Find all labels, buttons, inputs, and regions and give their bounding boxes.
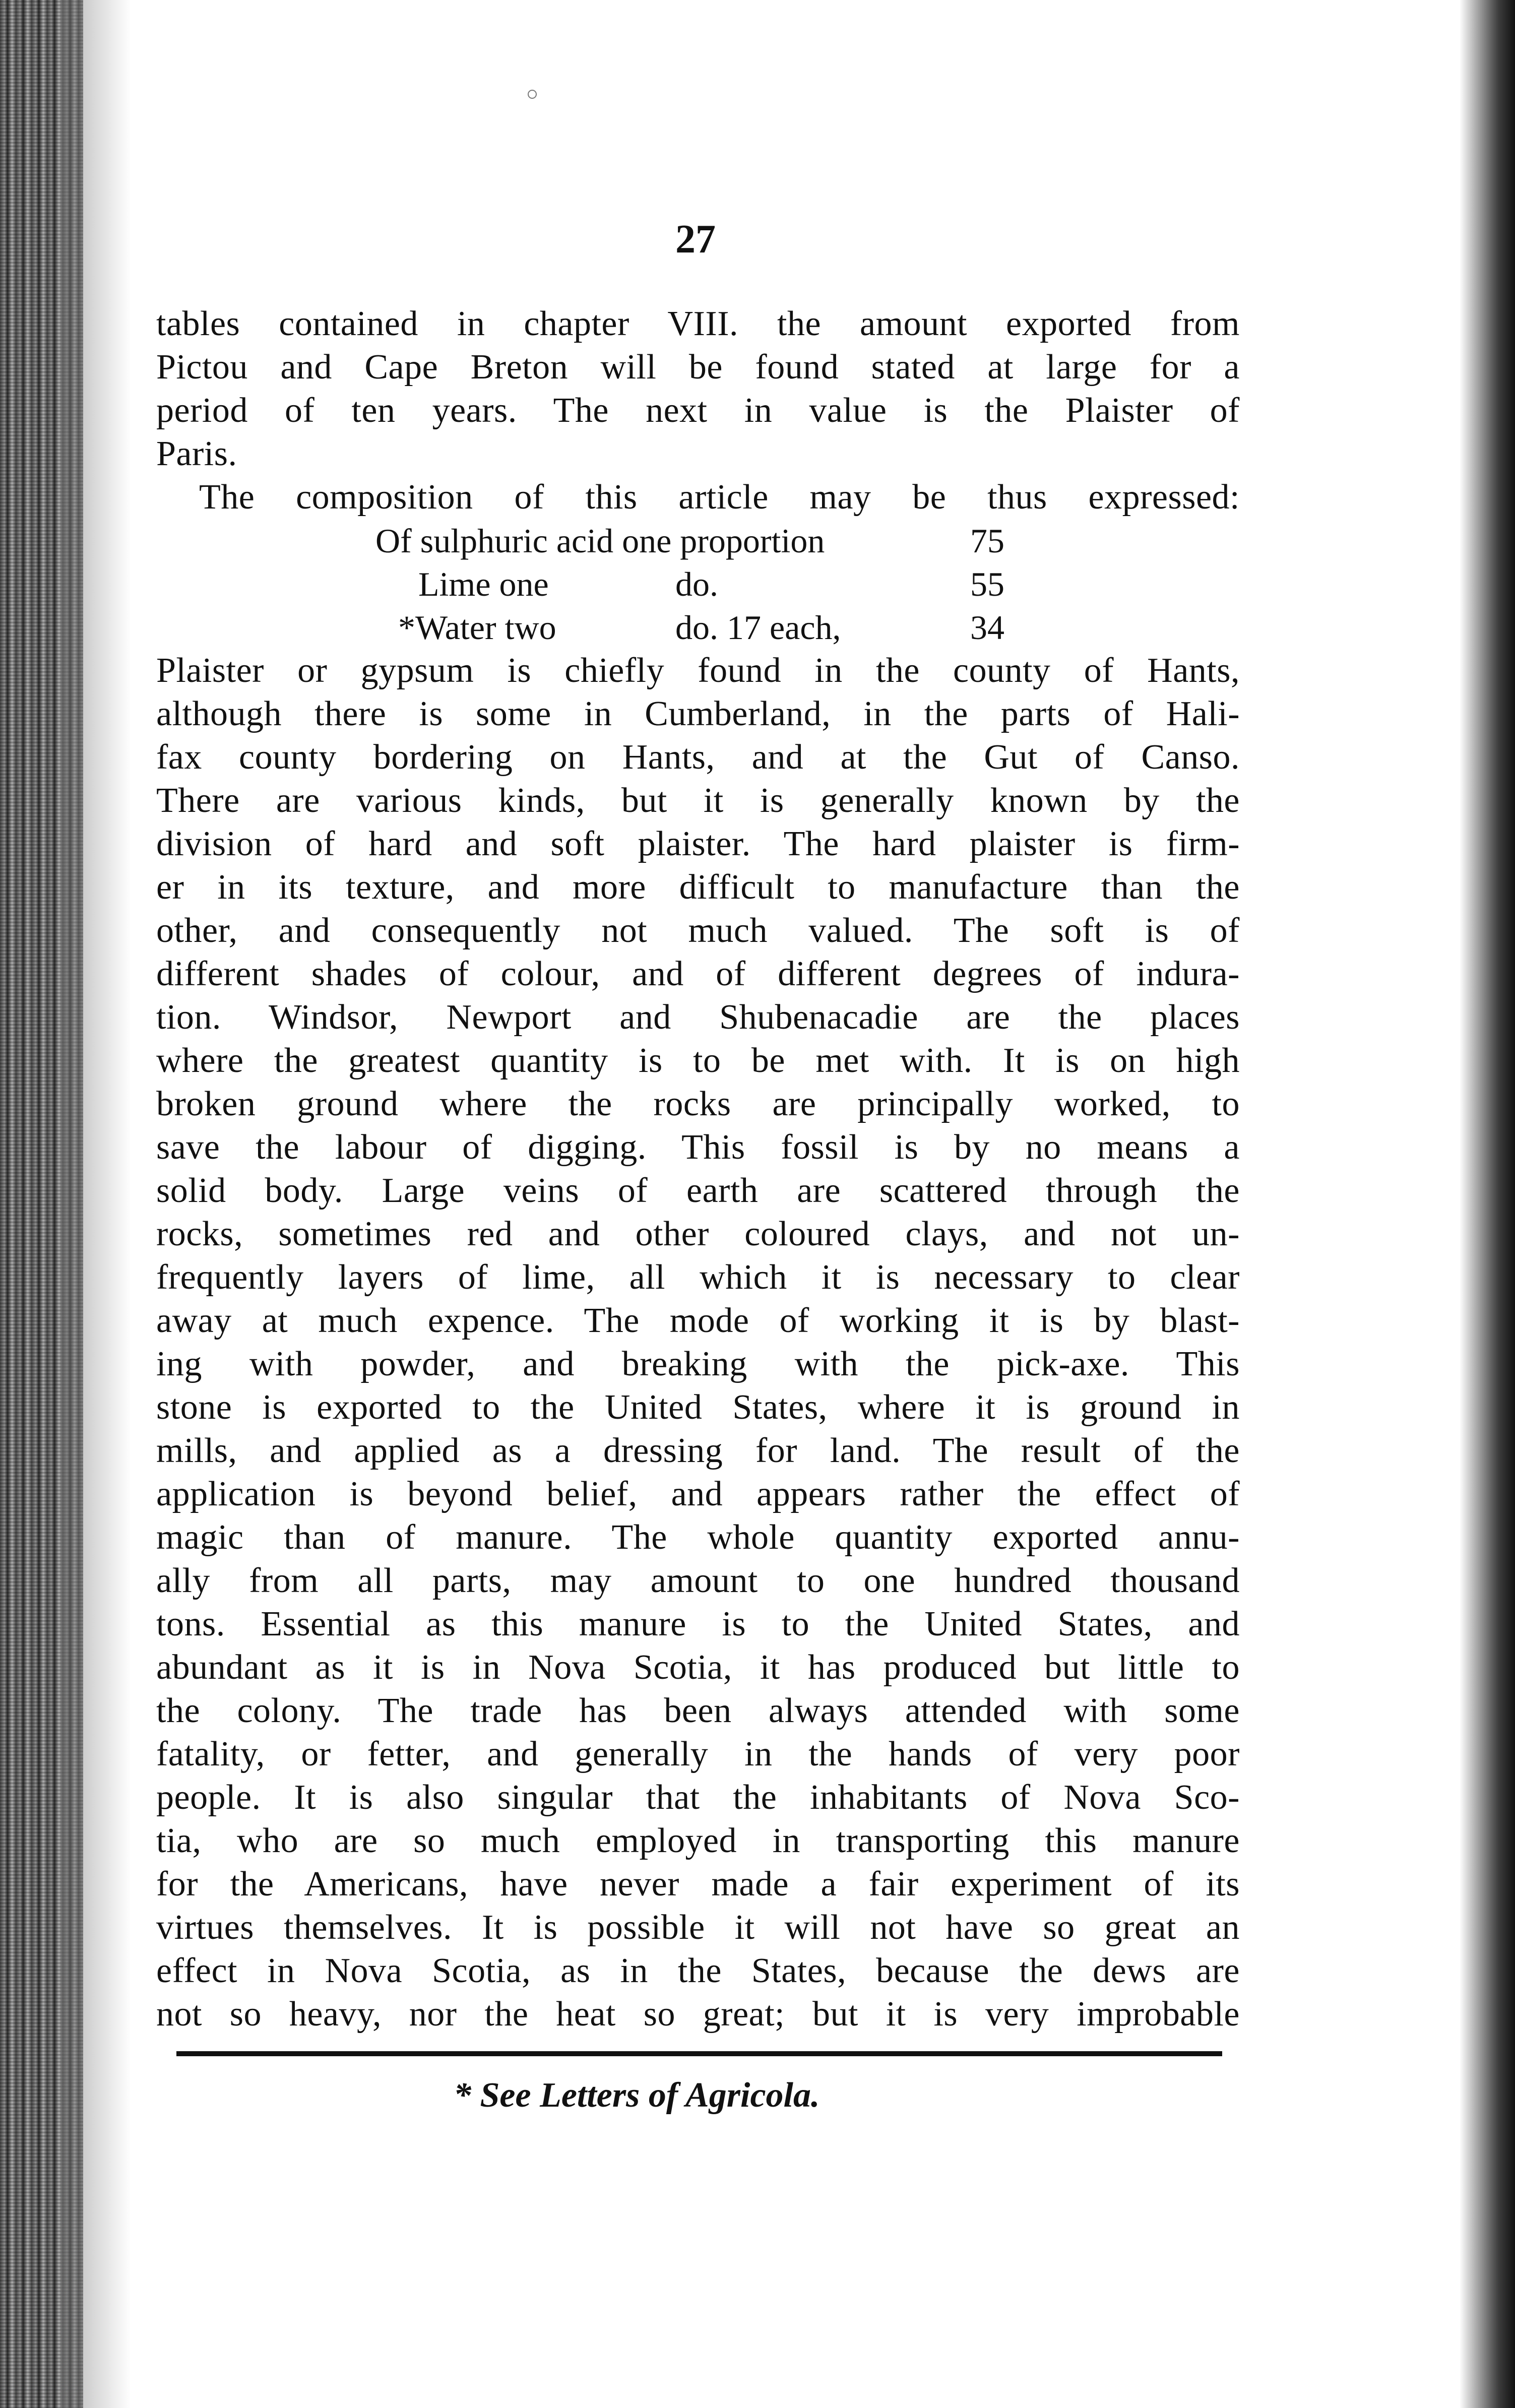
text-line: virtues themselves. It is possible it will not have so great an <box>156 1908 1240 1947</box>
text-line: frequently layers of lime, all which it is necessary to clear <box>156 1258 1240 1297</box>
page-number: 27 <box>675 217 716 262</box>
composition-intro: The composition of this article may be thus expressed: <box>199 478 1240 517</box>
text-line: rocks, sometimes red and other coloured clays, and not un- <box>156 1215 1240 1253</box>
page-edge-shadow <box>1460 0 1515 2408</box>
text-line: different shades of colour, and of different degrees of indura- <box>156 955 1240 993</box>
composition-row <box>0 519 1515 562</box>
text-line: tia, who are so much employed in transporting this manure <box>156 1821 1240 1860</box>
text-line: division of hard and soft plaister. The hard plaister is firm- <box>156 825 1240 863</box>
text-line: period of ten years. The next in value is the Plaister of <box>156 391 1240 430</box>
composition-row <box>0 606 1515 649</box>
text-line: ally from all parts, may amount to one hundred thousand <box>156 1561 1240 1600</box>
text-line: effect in Nova Scotia, as in the States, because the dews are <box>156 1951 1240 1990</box>
text-line: Plaister or gypsum is chiefly found in the county of Hants, <box>156 651 1240 690</box>
text-line: not so heavy, nor the heat so great; but it is very improbable <box>156 1995 1240 2034</box>
text-line: er in its texture, and more difficult to manufacture than the <box>156 868 1240 907</box>
text-line: application is beyond belief, and appears rather the effect of <box>156 1475 1240 1513</box>
text-line: save the labour of digging. This fossil is by no means a <box>156 1128 1240 1167</box>
composition-row <box>0 562 1515 606</box>
composition-value: 34 <box>970 608 1004 647</box>
text-line: where the greatest quantity is to be met with. It is on high <box>156 1041 1240 1080</box>
text-line: Paris. <box>156 434 237 473</box>
gutter-shadow <box>60 0 131 2408</box>
text-line: away at much expence. The mode of working it is by blast- <box>156 1301 1240 1340</box>
composition-label: Of sulphuric acid one proportion <box>375 522 825 560</box>
composition-label: *Water two <box>398 608 556 647</box>
text-line: broken ground where the rocks are principally worked, to <box>156 1085 1240 1123</box>
text-line: people. It is also singular that the inhabitants of Nova Sco- <box>156 1778 1240 1817</box>
text-line: stone is exported to the United States, where it is ground in <box>156 1388 1240 1427</box>
text-line: mills, and applied as a dressing for land. The result of the <box>156 1431 1240 1470</box>
paper-blemish <box>528 90 537 99</box>
footnote: * See Letters of Agricola. <box>454 2076 820 2115</box>
composition-value: 75 <box>970 522 1004 560</box>
text-line: the colony. The trade has been always attended with some <box>156 1691 1240 1730</box>
text-line: fax county bordering on Hants, and at the Gut of Canso. <box>156 738 1240 777</box>
composition-detail: do. 17 each, <box>675 608 841 647</box>
footnote-rule <box>176 2051 1222 2056</box>
text-line: for the Americans, have never made a fair experiment of its <box>156 1865 1240 1904</box>
text-line: There are various kinds, but it is generally known by the <box>156 781 1240 820</box>
text-line: solid body. Large veins of earth are scattered through the <box>156 1171 1240 1210</box>
composition-value: 55 <box>970 565 1004 603</box>
text-line: ing with powder, and breaking with the pick-axe. This <box>156 1345 1240 1383</box>
text-line: magic than of manure. The whole quantity exported annu- <box>156 1518 1240 1557</box>
text-line: tion. Windsor, Newport and Shubenacadie are the places <box>156 998 1240 1037</box>
text-line: Pictou and Cape Breton will be found stated at large for a <box>156 348 1240 387</box>
text-line: fatality, or fetter, and generally in the hands of very poor <box>156 1735 1240 1773</box>
text-line: tables contained in chapter VIII. the amount exported from <box>156 304 1240 343</box>
text-line: tons. Essential as this manure is to the United States, and <box>156 1605 1240 1643</box>
composition-label: Lime one <box>418 565 549 603</box>
text-line: other, and consequently not much valued. The soft is of <box>156 911 1240 950</box>
composition-detail: do. <box>675 565 718 603</box>
text-line: although there is some in Cumberland, in the parts of Hali- <box>156 694 1240 733</box>
text-line: abundant as it is in Nova Scotia, it has produced but little to <box>156 1648 1240 1687</box>
